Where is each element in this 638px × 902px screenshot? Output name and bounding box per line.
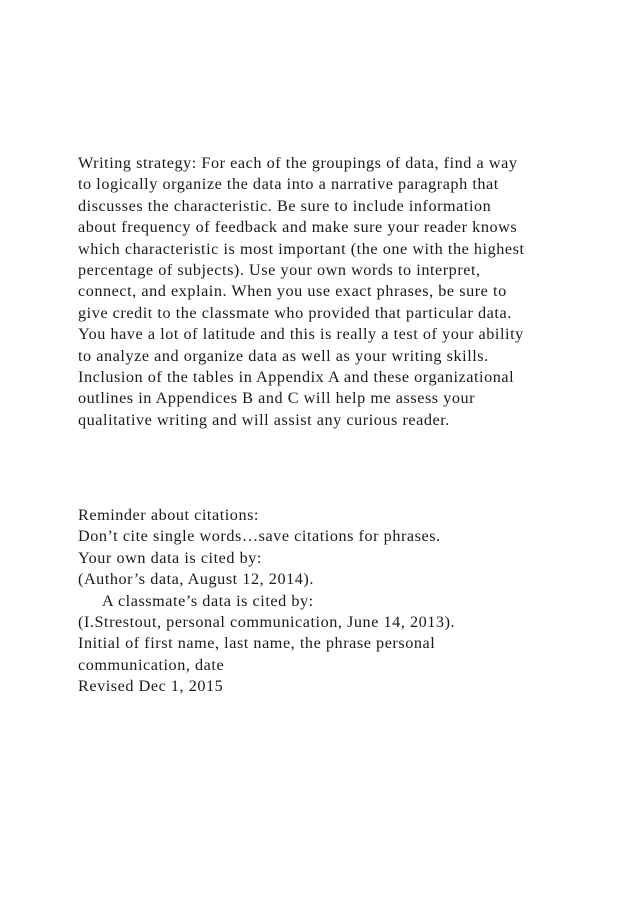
classmate-citation-example: (I.Strestout, personal communication, June 14, 2013).	[78, 613, 456, 632]
strategy-line: Writing strategy: For each of the groupings of data, find a way	[78, 154, 518, 172]
reminder-line: Your own data is cited by:	[78, 548, 262, 567]
strategy-line: outlines in Appendices B and C will help me assess your	[78, 389, 476, 408]
strategy-line: You have a lot of latitude and this is really a test of your ability	[78, 325, 524, 344]
strategy-line: about frequency of feedback and make sure your reader knows	[78, 218, 518, 237]
reminder-line: Don’t cite single words…save citations for phrases.	[78, 527, 441, 546]
reminder-line: A classmate’s data is cited by:	[102, 591, 314, 610]
author-citation-example: (Author’s data, August 12, 2014).	[78, 570, 314, 589]
citation-reminder	[78, 505, 598, 698]
reminder-heading: Reminder about citations:	[78, 506, 259, 524]
reminder-line: communication, date	[78, 655, 225, 674]
writing-strategy-paragraph	[78, 153, 598, 431]
strategy-line: to logically organize the data into a narrative paragraph that	[78, 175, 499, 194]
strategy-line: percentage of subjects). Use your own words to interpret,	[78, 261, 481, 280]
reminder-line: Initial of first name, last name, the phrase personal	[78, 634, 436, 653]
revision-date: Revised Dec 1, 2015	[78, 677, 224, 696]
strategy-line: Inclusion of the tables in Appendix A and these organizational	[78, 368, 515, 387]
strategy-line: discusses the characteristic. Be sure to include information	[78, 196, 492, 215]
strategy-line: give credit to the classmate who provided that particular data.	[78, 303, 512, 322]
strategy-line: qualitative writing and will assist any curious reader.	[78, 410, 450, 429]
strategy-line: connect, and explain. When you use exact phrases, be sure to	[78, 282, 507, 301]
strategy-line: which characteristic is most important (the one with the highest	[78, 239, 525, 258]
strategy-line: to analyze and organize data as well as your writing skills.	[78, 346, 489, 365]
